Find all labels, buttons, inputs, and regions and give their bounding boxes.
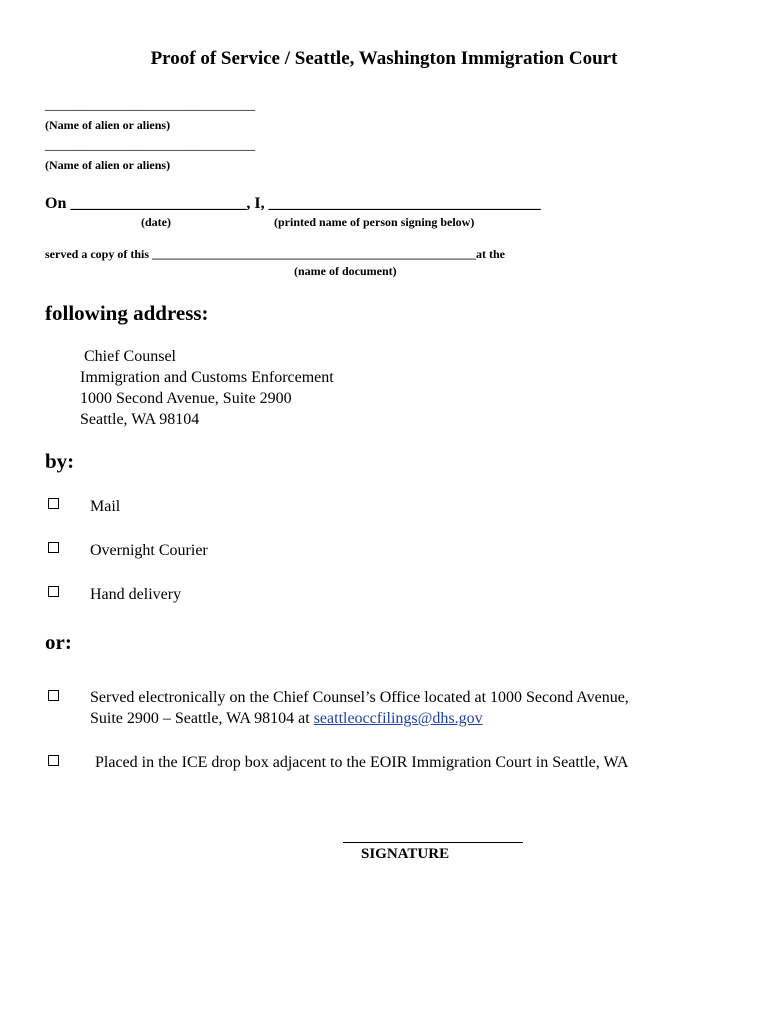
by-heading: by: [45, 449, 75, 473]
electronic-line-1: Served electronically on the Chief Counsel’s Office located at 1000 Second Avenue, [90, 689, 629, 706]
or-heading: or: [45, 630, 72, 654]
address-line-2: Immigration and Customs Enforcement [80, 369, 334, 386]
signature-line[interactable] [343, 842, 523, 843]
electronic-line-2-text: Suite 2900 – Seattle, WA 98104 at [90, 710, 314, 727]
served-electronically-checkbox[interactable] [48, 690, 59, 701]
alien-name-label-2: (Name of alien or aliens) [45, 158, 171, 172]
printed-name-label: (printed name of person signing below) [274, 215, 475, 229]
overnight-courier-checkbox[interactable] [48, 542, 59, 553]
served-copy-line[interactable]: served a copy of this ______________________________________________________at the [45, 247, 505, 261]
drop-box-label: Placed in the ICE drop box adjacent to the EOIR Immigration Court in Seattle, WA [95, 754, 629, 771]
address-line-3: 1000 Second Avenue, Suite 2900 [80, 390, 292, 407]
electronic-line-2 [90, 708, 483, 729]
on-date-name-line[interactable]: On ______________________, I, __________________________________ [45, 195, 541, 212]
signature-label: SIGNATURE [361, 846, 450, 862]
drop-box-checkbox[interactable] [48, 755, 59, 766]
overnight-courier-label: Overnight Courier [90, 542, 208, 559]
address-line-1: Chief Counsel [84, 348, 176, 365]
address-line-4: Seattle, WA 98104 [80, 411, 200, 428]
alien-name-label-1: (Name of alien or aliens) [45, 118, 171, 132]
alien-name-line-2[interactable]: ______________________________ [45, 138, 255, 153]
hand-delivery-checkbox[interactable] [48, 586, 59, 597]
email-link[interactable]: seattleoccfilings@dhs.gov [313, 710, 483, 727]
date-label: (date) [141, 215, 171, 229]
document-name-label: (name of document) [294, 264, 397, 278]
alien-name-line-1[interactable]: ______________________________ [45, 98, 255, 113]
page-title: Proof of Service / Seattle, Washington Immigration Court [150, 48, 618, 69]
mail-checkbox[interactable] [48, 498, 59, 509]
hand-delivery-label: Hand delivery [90, 586, 182, 603]
following-address-heading: following address: [45, 301, 209, 325]
mail-label: Mail [90, 498, 121, 515]
